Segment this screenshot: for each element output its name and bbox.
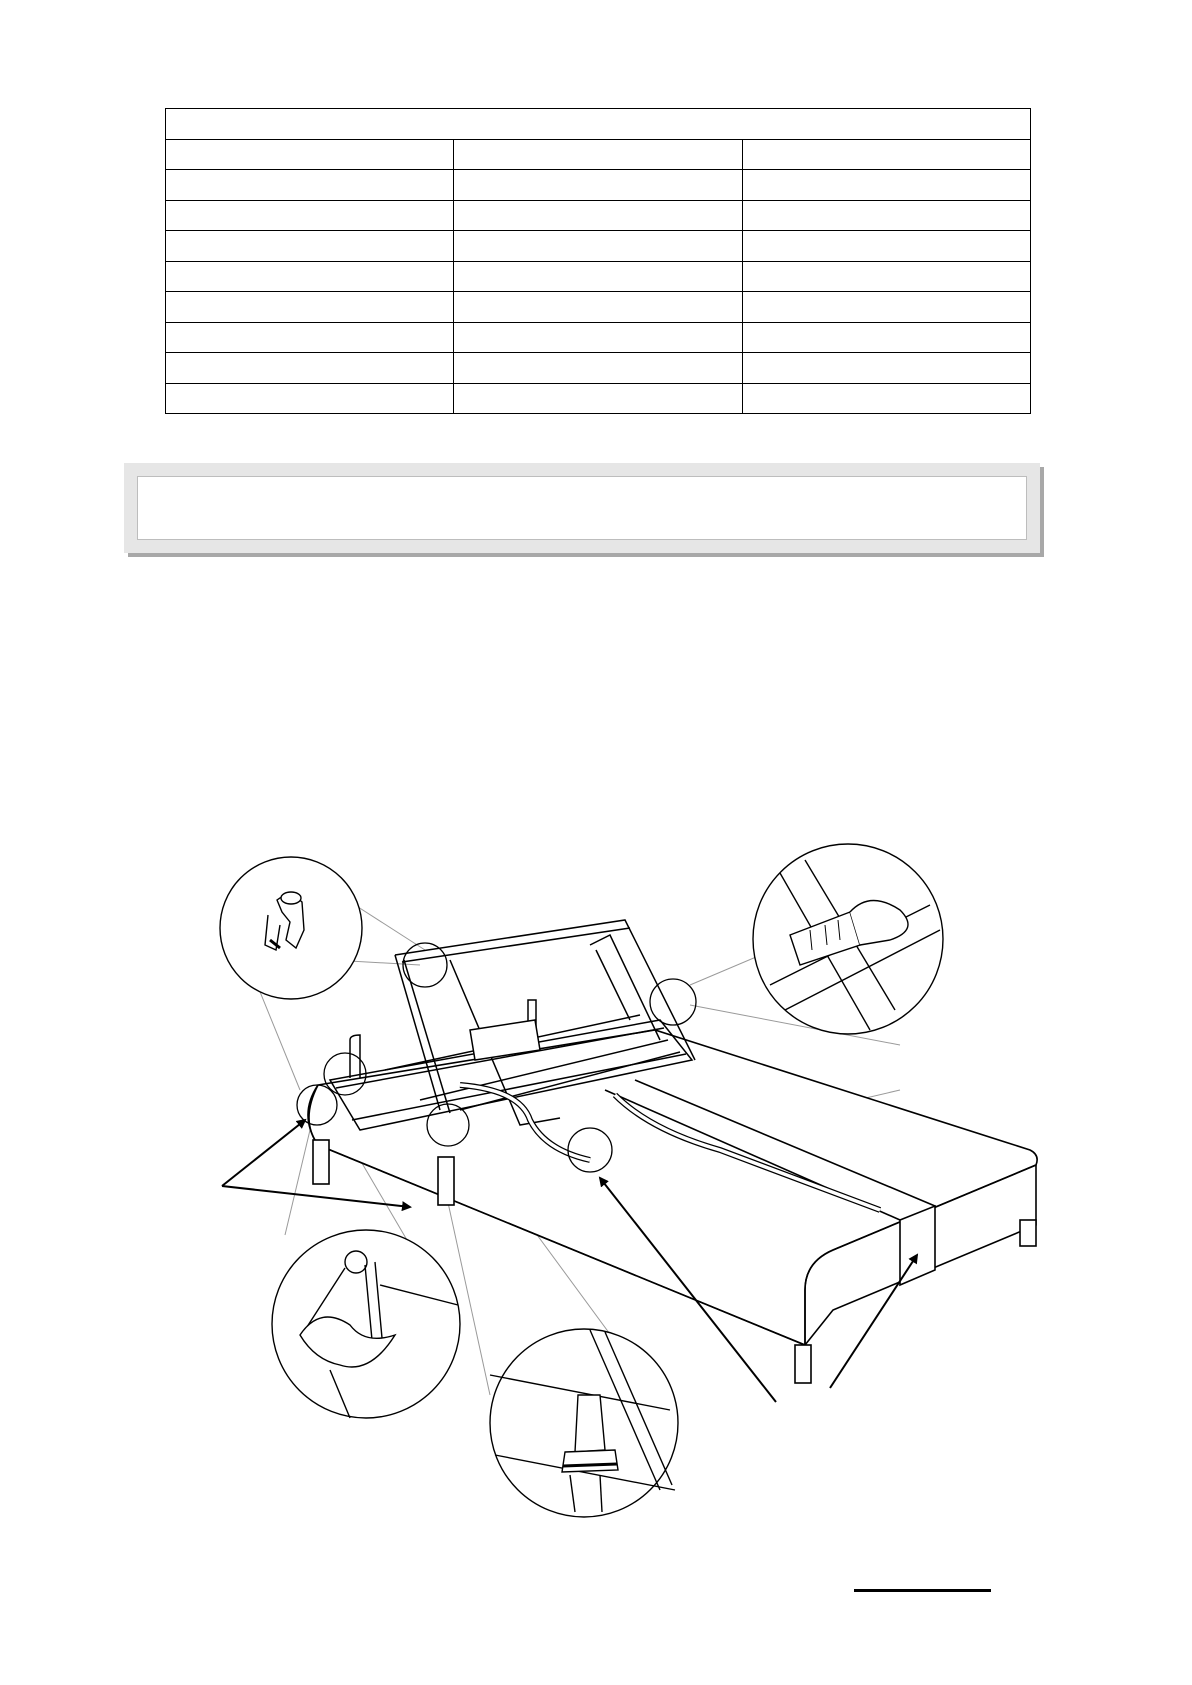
- detail-buckle-circle: [753, 844, 943, 1034]
- detail-pocket-circle: [272, 1230, 460, 1418]
- footer-rule: [854, 1589, 991, 1592]
- detail-clip-circle: [220, 857, 362, 999]
- detail-strap-buckle-circle: [490, 1329, 678, 1517]
